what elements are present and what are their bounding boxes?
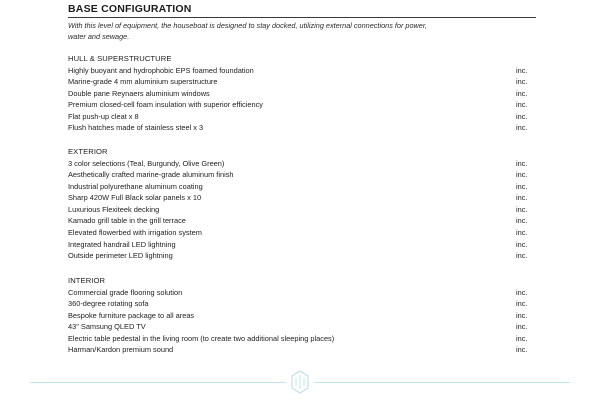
spec-label: Highly buoyant and hydrophobic EPS foamed foundation [68, 65, 254, 75]
spec-value: inc. [516, 170, 528, 180]
spec-row [68, 333, 536, 345]
spec-row [68, 158, 536, 170]
spec-value: inc. [516, 310, 528, 320]
spec-value: inc. [516, 77, 528, 87]
spec-value: inc. [516, 322, 528, 332]
spec-row [68, 192, 536, 204]
spec-row [68, 99, 536, 111]
spec-value: inc. [516, 299, 528, 309]
spec-row [68, 204, 536, 216]
spec-value: inc. [516, 239, 528, 249]
spec-value: inc. [516, 216, 528, 226]
spec-row [68, 344, 536, 356]
section-hull [68, 53, 536, 134]
spec-value: inc. [516, 123, 528, 133]
spec-label: Flat push-up cleat x 8 [68, 111, 139, 121]
section-title: INTERIOR [68, 276, 106, 285]
spec-label: Commercial grade flooring solution [68, 287, 183, 297]
spec-label: 360-degree rotating sofa [68, 299, 149, 309]
spec-row [68, 227, 536, 239]
spec-value: inc. [516, 333, 528, 343]
spec-row [68, 215, 536, 227]
section-interior [68, 275, 536, 356]
spec-row [68, 310, 536, 322]
spec-row [68, 181, 536, 193]
intro-text: With this level of equipment, the houseboat is designed to stay docked, utilizing external connections for power, water and sewage. [68, 21, 427, 41]
spec-value: inc. [516, 88, 528, 98]
spec-row [68, 321, 536, 333]
spec-value: inc. [516, 251, 528, 261]
spec-value: inc. [516, 65, 528, 75]
spec-value: inc. [516, 287, 528, 297]
footer-divider-left [30, 382, 286, 383]
spec-value: inc. [516, 204, 528, 214]
spec-label: Outside perimeter LED lightning [68, 251, 173, 261]
spec-row [68, 76, 536, 88]
spec-row [68, 111, 536, 123]
spec-row [68, 287, 536, 299]
spec-label: Sharp 420W Full Black solar panels x 10 [68, 193, 202, 203]
spec-value: inc. [516, 345, 528, 355]
spec-value: inc. [516, 181, 528, 191]
spec-label: Harman/Kardon premium sound [68, 345, 174, 355]
spec-label: Premium closed-cell foam insulation with superior efficiency [68, 100, 263, 110]
spec-row [68, 88, 536, 100]
spec-label: 3 color selections (Teal, Burgundy, Olive Green) [68, 158, 225, 168]
spec-label: 43" Samsung QLED TV [68, 322, 146, 332]
page-title: BASE CONFIGURATION [68, 3, 192, 15]
spec-value: inc. [516, 111, 528, 121]
spec-row [68, 298, 536, 310]
houseboat-logo-icon [290, 370, 310, 394]
spec-value: inc. [516, 193, 528, 203]
spec-label: Bespoke furniture package to all areas [68, 310, 195, 320]
spec-row [68, 65, 536, 77]
spec-label: Electric table pedestal in the living room (to create two additional sleeping places) [68, 333, 335, 343]
spec-value: inc. [516, 100, 528, 110]
spec-label: Industrial polyurethane aluminum coating [68, 181, 203, 191]
spec-label: Flush hatches made of stainless steel x 3 [68, 123, 204, 133]
spec-row [68, 250, 536, 262]
spec-value: inc. [516, 228, 528, 238]
spec-row [68, 122, 536, 134]
spec-label: Kamado grill table in the grill terrace [68, 216, 186, 226]
spec-label: Elevated flowerbed with irrigation system [68, 228, 202, 238]
spec-row [68, 239, 536, 251]
section-exterior [68, 146, 536, 262]
section-title: HULL & SUPERSTRUCTURE [68, 54, 172, 63]
spec-label: Luxurious Flexiteek decking [68, 204, 160, 214]
title-divider [68, 17, 536, 18]
spec-label: Integrated handrail LED lightning [68, 239, 176, 249]
spec-label: Aesthetically crafted marine-grade aluminum finish [68, 170, 234, 180]
spec-row [68, 169, 536, 181]
spec-label: Marine-grade 4 mm aluminium superstructure [68, 77, 218, 87]
spec-value: inc. [516, 158, 528, 168]
spec-label: Double pane Reynaers aluminium windows [68, 88, 210, 98]
footer-divider-right [314, 382, 570, 383]
section-title: EXTERIOR [68, 147, 108, 156]
